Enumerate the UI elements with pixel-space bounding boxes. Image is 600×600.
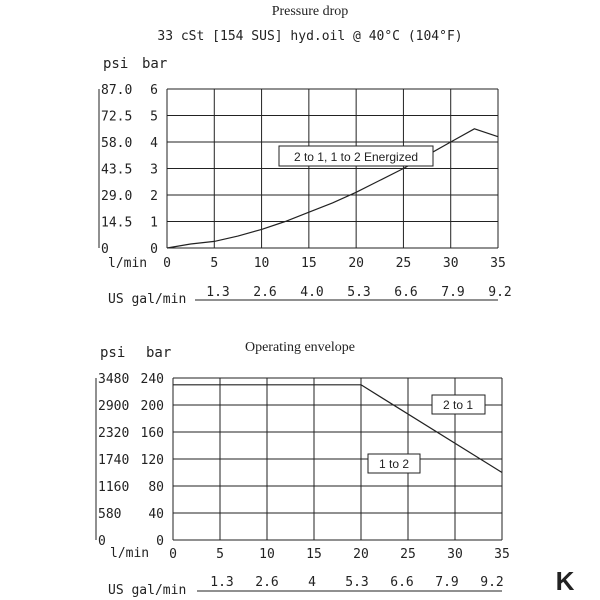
chart2-annotation-2to1	[432, 395, 485, 414]
x-tick-label: 20	[348, 256, 364, 271]
y-tick-label-bar: 5	[150, 109, 158, 125]
x-tick-label: 25	[400, 547, 416, 562]
x2-tick-label: 6.6	[390, 575, 414, 590]
y-tick-label-psi: 0	[101, 242, 109, 257]
y-tick-label-psi: 1740	[98, 453, 130, 468]
operating-envelope-chart	[96, 340, 510, 598]
chart1-ylabel-bar: bar	[142, 56, 168, 72]
chart2-ylabel-psi: psi	[100, 345, 126, 361]
y-tick-label-psi: 580	[98, 507, 122, 522]
x-tick-label: 10	[253, 256, 270, 271]
y-tick-label-bar: 240	[140, 372, 164, 387]
x2-tick-label: 7.9	[441, 285, 465, 300]
x2-tick-label: 2.6	[253, 285, 277, 300]
y-tick-label-bar: 40	[148, 507, 164, 522]
x-tick-label: 5	[210, 256, 219, 271]
y-tick-label-bar: 0	[150, 242, 158, 257]
x-tick-label: 0	[163, 256, 171, 271]
x-tick-label: 0	[169, 547, 177, 562]
y-tick-label-bar: 80	[148, 480, 164, 495]
y-tick-label-psi: 0	[98, 534, 106, 549]
y-tick-label-psi: 2320	[98, 426, 130, 441]
x2-tick-label: 1.3	[206, 285, 230, 300]
x2-tick-label: 7.9	[435, 575, 459, 590]
chart2-xlabel-lmin: l/min	[110, 546, 150, 561]
y-tick-label-bar: 2	[150, 189, 158, 204]
x2-tick-label: 9.2	[488, 285, 512, 300]
x-tick-label: 30	[442, 256, 459, 271]
x-tick-label: 25	[395, 256, 412, 271]
y-tick-label-bar: 160	[140, 426, 164, 441]
chart1-annotation-label: 2 to 1, 1 to 2 Energized	[293, 150, 419, 164]
chart2-annotation-1to2	[368, 454, 420, 473]
chart2-annotation-2to1-label: 2 to 1	[442, 398, 474, 412]
y-tick-label-bar: 3	[150, 162, 158, 178]
x2-tick-label: 2.6	[255, 575, 279, 590]
y-tick-label-psi: 43.5	[101, 162, 133, 178]
y-tick-label-bar: 6	[150, 83, 158, 98]
watermark-logo: K	[555, 566, 575, 596]
x2-tick-label: 4	[308, 575, 316, 590]
y-tick-label-bar: 200	[140, 399, 164, 414]
y-tick-label-bar: 0	[156, 534, 164, 549]
chart1-xlabel-gal: US gal/min	[108, 292, 187, 307]
chart1-y-ticks	[99, 83, 158, 257]
x2-tick-label: 5.3	[347, 285, 371, 300]
y-tick-label-psi: 3480	[98, 372, 130, 387]
chart1-title: Pressure drop	[271, 4, 349, 19]
chart1-xlabel-lmin: l/min	[108, 256, 148, 271]
y-tick-label-psi: 2900	[98, 399, 130, 414]
y-tick-label-bar: 4	[150, 136, 158, 151]
x2-tick-label: 6.6	[394, 285, 418, 300]
y-tick-label-bar: 1	[150, 215, 158, 231]
x2-tick-label: 1.3	[210, 575, 234, 590]
y-tick-label-psi: 58.0	[101, 136, 133, 151]
chart2-y-ticks	[96, 372, 164, 549]
x-tick-label: 35	[490, 256, 506, 271]
y-tick-label-psi: 14.5	[101, 215, 133, 231]
chart1-ylabel-psi: psi	[103, 56, 129, 72]
chart2-ylabel-bar: bar	[146, 345, 172, 361]
x-tick-label: 5	[216, 547, 224, 562]
x2-tick-label: 4.0	[300, 285, 324, 300]
chart1-subtitle: 33 cSt [154 SUS] hyd.oil @ 40°C (104°F)	[157, 29, 463, 44]
x-tick-label: 15	[301, 256, 317, 271]
x-tick-label: 35	[494, 547, 510, 562]
chart1-x-ticks	[163, 256, 512, 300]
chart1-annotation	[279, 146, 433, 166]
x-tick-label: 20	[353, 547, 369, 562]
y-tick-label-bar: 120	[140, 453, 164, 468]
x-tick-label: 10	[259, 547, 275, 562]
y-tick-label-psi: 72.5	[101, 109, 133, 125]
chart2-x-ticks	[169, 547, 510, 591]
y-tick-label-psi: 87.0	[101, 83, 133, 98]
chart2-title: Operating envelope	[244, 340, 356, 355]
chart2-annotation-1to2-label: 1 to 2	[378, 457, 410, 471]
y-tick-label-psi: 29.0	[101, 189, 133, 204]
chart1-grid	[167, 89, 498, 248]
x-tick-label: 15	[306, 547, 322, 562]
chart2-xlabel-gal: US gal/min	[108, 583, 187, 598]
y-tick-label-psi: 1160	[98, 480, 130, 495]
x2-tick-label: 9.2	[480, 575, 504, 590]
x2-tick-label: 5.3	[345, 575, 369, 590]
pressure-drop-chart	[99, 4, 512, 307]
x-tick-label: 30	[447, 547, 463, 562]
